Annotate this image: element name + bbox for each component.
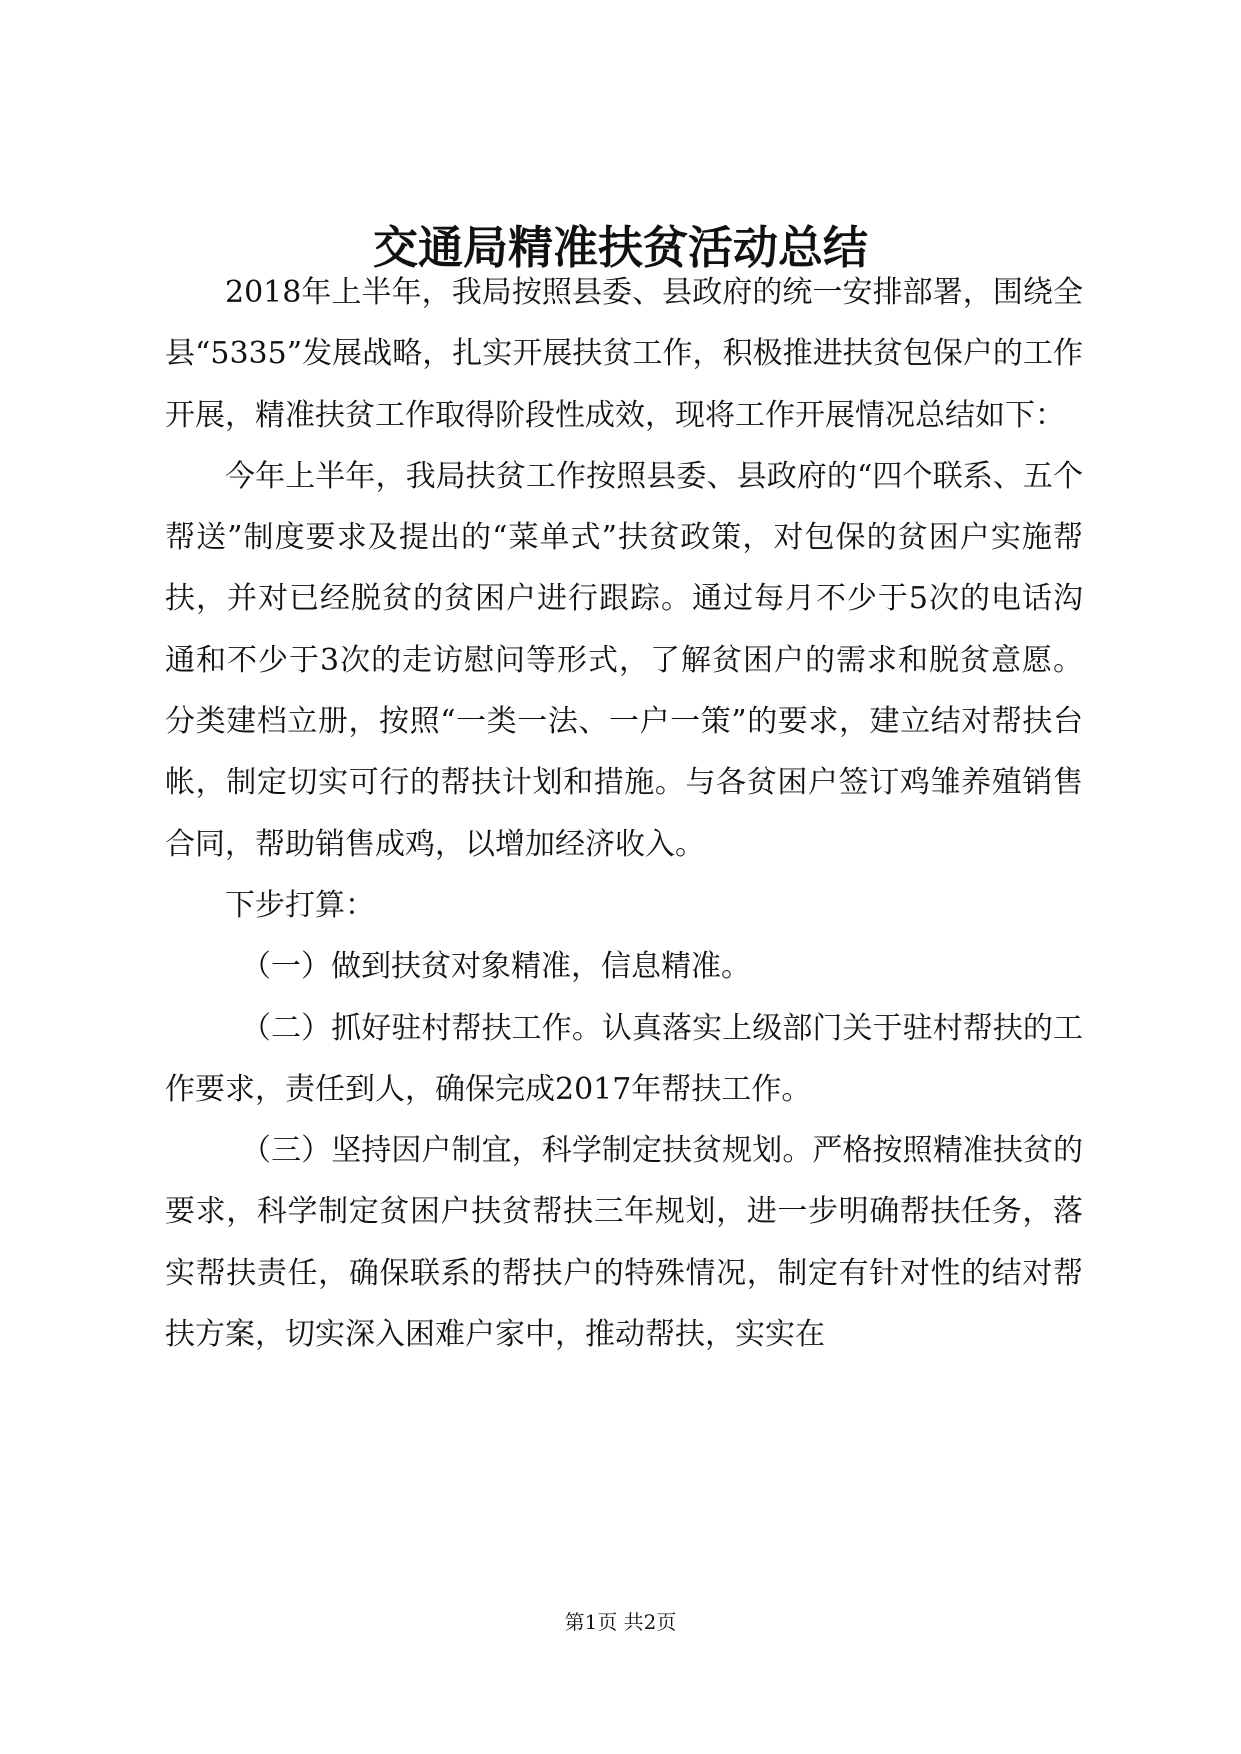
paragraph-next-steps-heading: 下步打算：	[225, 887, 375, 923]
document-body	[165, 262, 1083, 1365]
list-item-1: （一）做到扶贫对象精准，信息精准。	[241, 949, 751, 985]
list-item-3: （三）坚持因户制宜，科学制定扶贫规划。严格按照精准扶贫的要求，科学制定贫困户扶贫帮扶三年规划，进一步明确帮扶任务，落实帮扶责任，确保联系的帮扶户的特殊情况，制定有针对性的结对帮扶方案，切实深入困难户家中，推动帮扶，实实在	[165, 1133, 1083, 1353]
list-item-2: （二）抓好驻村帮扶工作。认真落实上级部门关于驻村帮扶的工作要求，责任到人，确保完成2017年帮扶工作。	[165, 1010, 1083, 1107]
paragraph-work-summary: 今年上半年，我局扶贫工作按照县委、县政府的“四个联系、五个帮送”制度要求及提出的“菜单式”扶贫政策，对包保的贫困户实施帮扶，并对已经脱贫的贫困户进行跟踪。通过每月不少于5次的电话沟通和不少于3次的走访慰问等形式，了解贫困户的需求和脱贫意愿。分类建档立册，按照“一类一法、一户一策”的要求，建立结对帮扶台帐，制定切实可行的帮扶计划和措施。与各贫困户签订鸡雏养殖销售合同，帮助销售成鸡，以增加经济收入。	[165, 458, 1083, 862]
page-number-footer: 第1页 共2页	[564, 1610, 677, 1634]
paragraph-intro: 2018年上半年，我局按照县委、县政府的统一安排部署，围绕全县“5335”发展战略，扎实开展扶贫工作，积极推进扶贫包保户的工作开展，精准扶贫工作取得阶段性成效，现将工作开展情况总结如下：	[165, 275, 1083, 433]
document-title: 交通局精准扶贫活动总结	[372, 221, 868, 274]
